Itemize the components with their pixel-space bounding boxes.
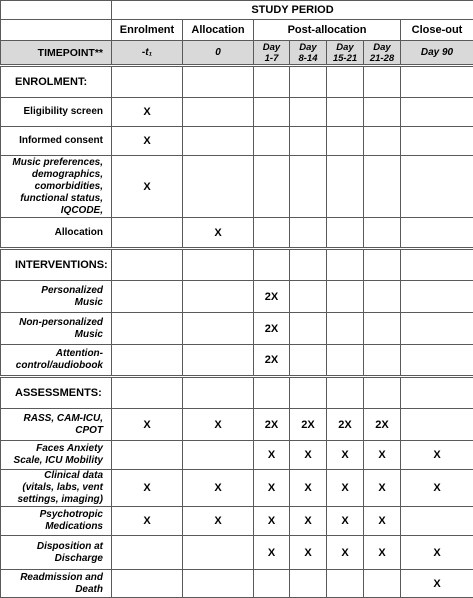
schedule-mark: X — [182, 506, 254, 536]
schedule-mark: X — [111, 155, 183, 218]
empty-cell — [400, 66, 473, 98]
row-label: Non-personalized Music — [0, 312, 112, 345]
empty-cell — [363, 249, 401, 281]
timepoint-cell: -t₁ — [111, 40, 183, 65]
schedule-mark: X — [253, 440, 290, 470]
empty-cell — [289, 155, 327, 218]
empty-cell — [111, 249, 183, 281]
empty-cell — [326, 97, 364, 127]
empty-cell — [182, 155, 254, 218]
schedule-mark: X — [182, 217, 254, 248]
empty-cell — [326, 569, 364, 598]
timepoint-cell: 0 — [182, 40, 254, 65]
empty-cell — [400, 97, 473, 127]
row-label: Eligibility screen — [0, 97, 112, 127]
empty-cell — [289, 97, 327, 127]
empty-cell — [326, 377, 364, 409]
empty-cell — [289, 126, 327, 156]
empty-cell — [182, 569, 254, 598]
schedule-mark: X — [253, 469, 290, 507]
empty-cell — [111, 344, 183, 376]
empty-cell — [111, 280, 183, 313]
empty-cell — [289, 344, 327, 376]
empty-cell — [182, 280, 254, 313]
empty-cell — [182, 66, 254, 98]
schedule-mark: 2X — [363, 408, 401, 441]
empty-cell — [326, 126, 364, 156]
schedule-mark: X — [182, 408, 254, 441]
schedule-mark: X — [363, 440, 401, 470]
empty-cell — [253, 377, 290, 409]
schedule-mark: 2X — [253, 344, 290, 376]
empty-cell — [182, 344, 254, 376]
row-label: Psychotropic Medications — [0, 506, 112, 536]
schedule-mark: X — [111, 126, 183, 156]
row-label: Disposition at Discharge — [0, 535, 112, 570]
empty-cell — [289, 569, 327, 598]
empty-cell — [182, 535, 254, 570]
schedule-mark: 2X — [253, 408, 290, 441]
empty-cell — [363, 569, 401, 598]
empty-cell — [111, 535, 183, 570]
schedule-mark: X — [326, 469, 364, 507]
row-label: Faces Anxiety Scale, ICU Mobility — [0, 440, 112, 470]
empty-cell — [400, 344, 473, 376]
schedule-mark: X — [111, 506, 183, 536]
schedule-mark: 2X — [326, 408, 364, 441]
empty-cell — [363, 217, 401, 248]
empty-cell — [182, 126, 254, 156]
schedule-mark: X — [289, 535, 327, 570]
empty-cell — [253, 126, 290, 156]
post-allocation-header: Post-allocation — [253, 19, 401, 41]
schedule-mark: X — [400, 440, 473, 470]
empty-cell — [253, 97, 290, 127]
row-label: Attention- control/audiobook — [0, 344, 112, 376]
schedule-mark: X — [400, 469, 473, 507]
empty-cell — [182, 440, 254, 470]
header-corner-mid — [0, 19, 112, 41]
schedule-mark: X — [400, 535, 473, 570]
empty-cell — [253, 569, 290, 598]
schedule-mark: X — [289, 506, 327, 536]
empty-cell — [289, 66, 327, 98]
allocation-header: Allocation — [182, 19, 254, 41]
timepoint-cell: Day 21-28 — [363, 40, 401, 65]
schedule-mark: 2X — [253, 280, 290, 313]
empty-cell — [363, 66, 401, 98]
empty-cell — [111, 312, 183, 345]
timepoint-cell: Day 1-7 — [253, 40, 290, 65]
row-label: Music preferences, demographics, comorbidities, functional status, IQCODE, — [0, 155, 112, 218]
empty-cell — [326, 280, 364, 313]
timepoint-label: TIMEPOINT** — [0, 40, 112, 65]
close-out-header: Close-out — [400, 19, 473, 41]
empty-cell — [400, 155, 473, 218]
empty-cell — [400, 506, 473, 536]
row-label: Informed consent — [0, 126, 112, 156]
empty-cell — [182, 249, 254, 281]
empty-cell — [289, 280, 327, 313]
empty-cell — [363, 155, 401, 218]
section-title: ASSESSMENTS: — [0, 377, 112, 409]
empty-cell — [400, 408, 473, 441]
empty-cell — [111, 217, 183, 248]
empty-cell — [289, 217, 327, 248]
empty-cell — [182, 97, 254, 127]
row-label: Personalized Music — [0, 280, 112, 313]
schedule-mark: 2X — [289, 408, 327, 441]
schedule-mark: X — [253, 506, 290, 536]
schedule-mark: X — [289, 440, 327, 470]
empty-cell — [326, 312, 364, 345]
empty-cell — [253, 66, 290, 98]
empty-cell — [289, 377, 327, 409]
schedule-mark: X — [326, 440, 364, 470]
schedule-mark: X — [253, 535, 290, 570]
empty-cell — [400, 217, 473, 248]
empty-cell — [363, 344, 401, 376]
empty-cell — [400, 312, 473, 345]
empty-cell — [400, 126, 473, 156]
schedule-mark: X — [363, 506, 401, 536]
row-label: RASS, CAM-ICU, CPOT — [0, 408, 112, 441]
header-corner-top — [0, 0, 112, 20]
empty-cell — [111, 377, 183, 409]
empty-cell — [363, 377, 401, 409]
empty-cell — [111, 569, 183, 598]
empty-cell — [363, 126, 401, 156]
empty-cell — [182, 377, 254, 409]
empty-cell — [326, 249, 364, 281]
schedule-mark: X — [363, 469, 401, 507]
study-period-header: STUDY PERIOD — [111, 0, 473, 20]
timepoint-cell: Day 15-21 — [326, 40, 364, 65]
empty-cell — [289, 312, 327, 345]
empty-cell — [363, 312, 401, 345]
timepoint-cell: Day 8-14 — [289, 40, 327, 65]
empty-cell — [400, 377, 473, 409]
enrolment-header: Enrolment — [111, 19, 183, 41]
schedule-mark: X — [111, 408, 183, 441]
schedule-mark: X — [326, 535, 364, 570]
schedule-mark: X — [111, 469, 183, 507]
empty-cell — [363, 97, 401, 127]
schedule-mark: 2X — [253, 312, 290, 345]
empty-cell — [111, 66, 183, 98]
empty-cell — [326, 217, 364, 248]
schedule-mark: X — [111, 97, 183, 127]
row-label: Readmission and Death — [0, 569, 112, 598]
empty-cell — [400, 280, 473, 313]
empty-cell — [111, 440, 183, 470]
timepoint-cell: Day 90 — [400, 40, 473, 65]
schedule-mark: X — [400, 569, 473, 598]
section-title: ENROLMENT: — [0, 66, 112, 98]
schedule-mark: X — [326, 506, 364, 536]
schedule-mark: X — [289, 469, 327, 507]
empty-cell — [363, 280, 401, 313]
schedule-mark: X — [363, 535, 401, 570]
empty-cell — [182, 312, 254, 345]
empty-cell — [253, 217, 290, 248]
empty-cell — [289, 249, 327, 281]
empty-cell — [326, 155, 364, 218]
empty-cell — [326, 344, 364, 376]
empty-cell — [400, 249, 473, 281]
row-label: Clinical data (vitals, labs, vent settings, imaging) — [0, 469, 112, 507]
empty-cell — [326, 66, 364, 98]
empty-cell — [253, 249, 290, 281]
row-label: Allocation — [0, 217, 112, 248]
section-title: INTERVENTIONS: — [0, 249, 112, 281]
schedule-mark: X — [182, 469, 254, 507]
empty-cell — [253, 155, 290, 218]
